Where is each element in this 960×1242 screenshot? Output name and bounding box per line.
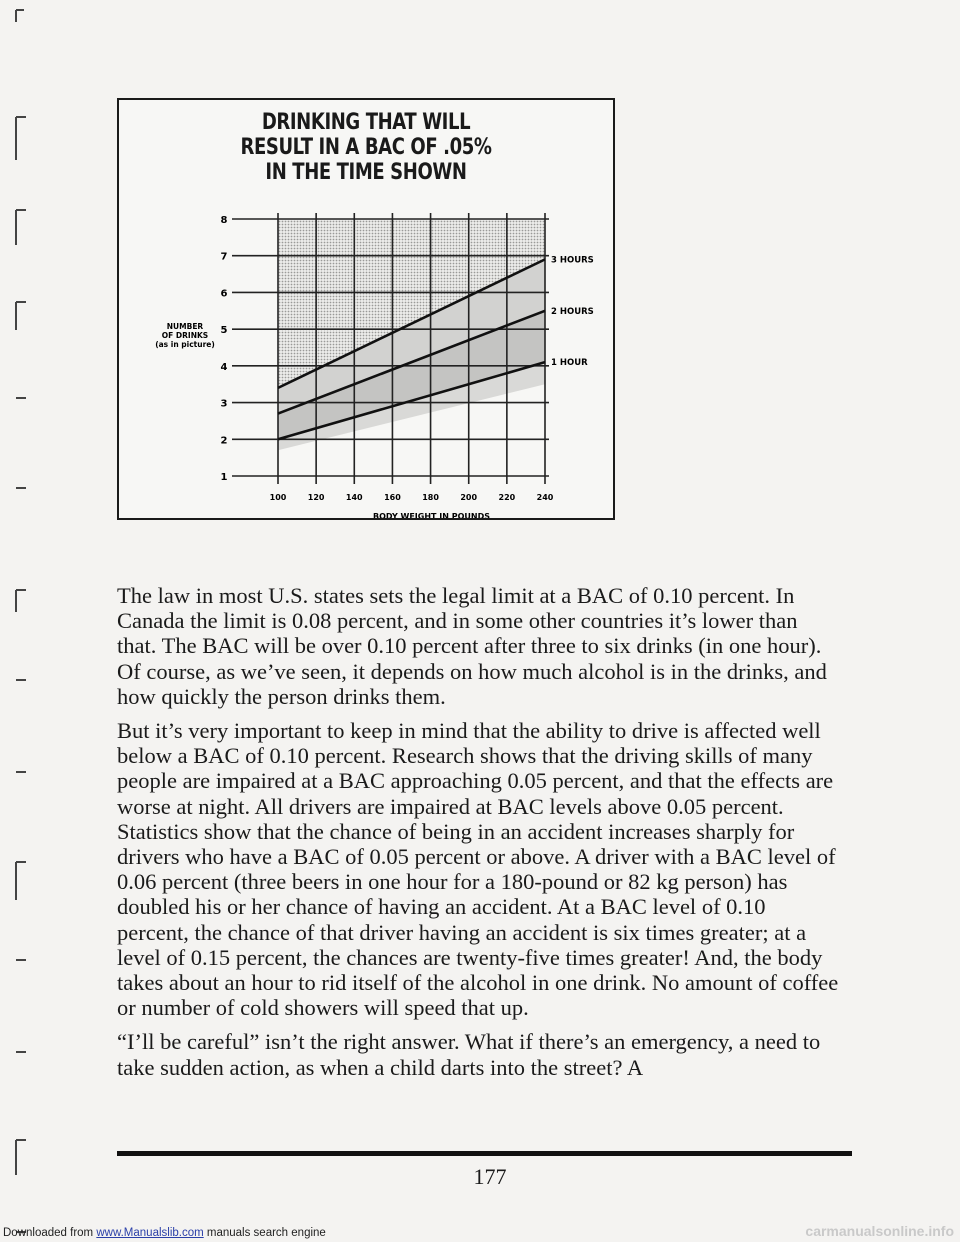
x-tick-label: 240 [536,493,554,502]
x-axis-label: BODY WEIGHT IN POUNDS [372,512,491,518]
y-axis-label: NUMBER [166,322,204,331]
chart-title-line: IN THE TIME SHOWN [265,160,467,185]
footer-prefix: Downloaded from [3,1227,97,1239]
y-tick-label: 4 [220,361,228,373]
footer-rule [117,1151,852,1156]
paragraph: “I’ll be careful” isn’t the right answer. What if there’s an emergency, a need to take sudden action, as when a child darts into the street? A [117,1029,821,1080]
x-tick-label: 200 [460,493,478,502]
x-tick-label: 160 [384,493,401,502]
y-axis-label: (as in picture) [155,340,215,349]
y-axis-label: OF DRINKS [161,331,209,340]
body-text [117,583,842,1089]
y-tick-label: 8 [220,215,228,226]
y-tick-label: 1 [220,472,228,483]
margin-scan-marks [0,0,40,1242]
bac-chart [117,98,615,520]
paragraph: The law in most U.S. states sets the legal limit at a BAC of 0.10 percent. In Canada the limit is 0.08 percent, and in some other countries it’s lower than that. The BAC will be over 0.10 percent after three to six drinks (in one hour). Of course, as we’ve seen, it depends on how much alcohol is in the drinks, and how quickly the person drinks them. [117,583,827,709]
chart-plot [119,100,613,518]
watermark: carmanualsonline.info [805,1223,954,1239]
chart-title-line: RESULT IN A BAC OF .05% [240,135,492,160]
download-footer [3,1227,326,1239]
paragraph: But it’s very important to keep in mind that the ability to drive is affected well below a BAC of 0.10 percent. Research shows that the driving skills of many people are impaired at a BAC approaching 0.05 percent, and that the effects are worse at night. All drivers are impaired at BAC levels above 0.05 percent. Statistics show that the chance of being in an accident increases sharply for drivers who have a BAC of 0.05 percent or above. A driver with a BAC level of 0.06 percent (three beers in one hour for a 180-pound or 82 kg person) has doubled his or her chance of having an accident. At a BAC level of 0.10 percent, the chance of that driver having an accident is six times greater; at a level of 0.15 percent, the chances are twenty-five times greater! And, the body takes about an hour to rid itself of the alcohol in one drink. No amount of coffee or number of cold showers will speed that up. [117,718,839,1021]
x-tick-label: 100 [269,493,287,502]
series-label: 3 HOURS [551,255,594,266]
y-tick-label: 5 [220,325,228,337]
manualslib-link[interactable]: www.Manualslib.com [96,1227,204,1239]
footer-suffix: manuals search engine [203,1227,326,1239]
x-tick-label: 220 [498,493,516,502]
chart-title-line: DRINKING THAT WILL [261,110,471,135]
y-tick-label: 6 [220,288,228,300]
y-tick-label: 2 [220,435,228,447]
page-number: 177 [473,1164,507,1189]
y-tick-label: 7 [220,251,228,263]
x-tick-label: 140 [345,493,363,502]
x-tick-label: 180 [422,493,439,502]
series-label: 1 HOUR [551,358,588,369]
series-label: 2 HOURS [551,306,594,317]
y-tick-label: 3 [220,398,228,410]
x-tick-label: 120 [307,493,325,502]
